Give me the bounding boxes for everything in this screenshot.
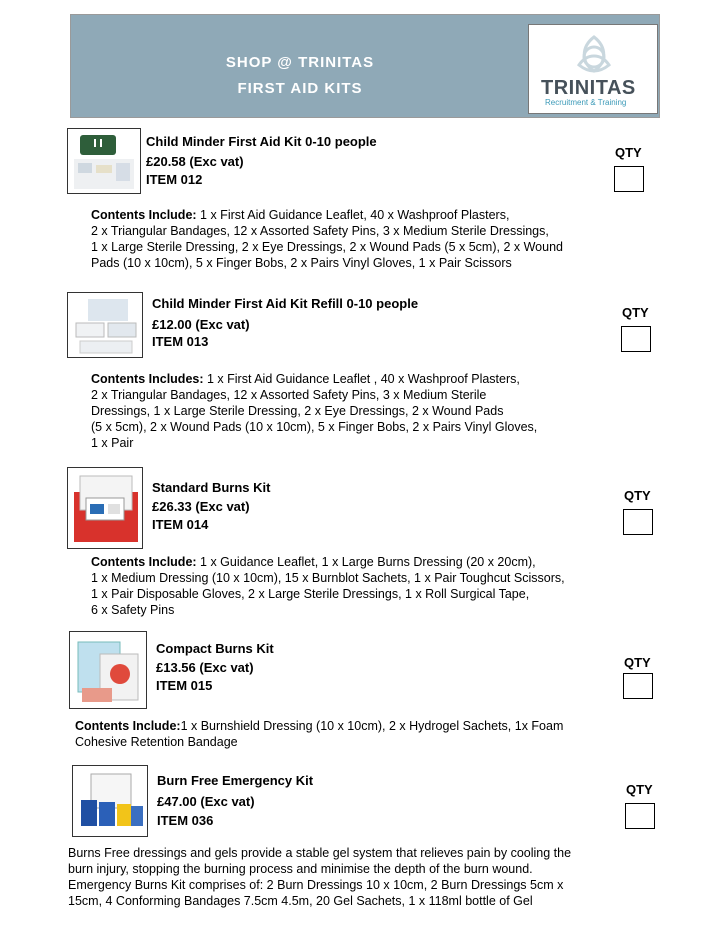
logo-tagline: Recruitment & Training <box>545 98 627 107</box>
logo-wordmark: TRINITAS <box>541 77 636 99</box>
product-item-code: ITEM 015 <box>156 678 213 693</box>
qty-label: QTY <box>622 305 649 320</box>
qty-label: QTY <box>624 488 651 503</box>
product-name: Standard Burns Kit <box>152 480 271 495</box>
product-item-code: ITEM 014 <box>152 517 209 532</box>
contents-line: 1 x First Aid Guidance Leaflet , 40 x Washproof Plasters, <box>203 372 520 386</box>
contents-line: Cohesive Retention Bandage <box>75 735 238 749</box>
contents-line: 1 x Large Sterile Dressing, 2 x Eye Dressings, 2 x Wound Pads (5 x 5cm), 2 x Wound <box>91 240 563 254</box>
qty-label: QTY <box>624 655 651 670</box>
contents-line: 1 x Medium Dressing (10 x 10cm), 15 x Burnblot Sachets, 1 x Pair Toughcut Scissors, <box>91 571 565 585</box>
trinitas-logo <box>528 24 658 114</box>
product-image <box>72 765 148 837</box>
contents-line: 2 x Triangular Bandages, 12 x Assorted Safety Pins, 3 x Medium Sterile <box>91 388 487 402</box>
product-name: Child Minder First Aid Kit 0-10 people <box>146 134 377 149</box>
product-contents <box>91 371 537 451</box>
product-price: £47.00 (Exc vat) <box>157 794 255 809</box>
contents-line: Burns Free dressings and gels provide a stable gel system that relieves pain by cooling the <box>68 846 572 860</box>
contents-line: 1 x Pair Disposable Gloves, 2 x Large Sterile Dressings, 1 x Roll Surgical Tape, <box>91 587 530 601</box>
product-image <box>67 292 143 358</box>
contents-line: 1 x Pair <box>91 436 134 450</box>
page-title: SHOP @ TRINITAS <box>225 54 375 71</box>
qty-input[interactable] <box>625 803 655 829</box>
product-item-code: ITEM 012 <box>146 172 203 187</box>
product-name: Burn Free Emergency Kit <box>157 773 314 788</box>
contents-label: Contents Include: <box>91 555 197 569</box>
product-price: £13.56 (Exc vat) <box>156 660 254 675</box>
contents-line: 1 x Guidance Leaflet, 1 x Large Burns Dressing (20 x 20cm), <box>196 555 536 569</box>
product-image <box>69 631 147 709</box>
page-subtitle: FIRST AID KITS <box>237 80 363 97</box>
contents-line: Emergency Burns Kit comprises of: 2 Burn Dressings 10 x 10cm, 2 Burn Dressings 5cm x <box>68 878 564 892</box>
product-image <box>67 128 141 194</box>
product-item-code: ITEM 013 <box>152 334 209 349</box>
contents-line: 15cm, 4 Conforming Bandages 7.5cm 4.5m, 20 Gel Sachets, 1 x 118ml bottle of Gel <box>68 894 533 908</box>
contents-line: 2 x Triangular Bandages, 12 x Assorted Safety Pins, 3 x Medium Sterile Dressings, <box>91 224 549 238</box>
contents-line: (5 x 5cm), 2 x Wound Pads (10 x 10cm), 5 x Finger Bobs, 2 x Pairs Vinyl Gloves, <box>91 420 538 434</box>
product-price: £26.33 (Exc vat) <box>152 499 250 514</box>
contents-line: 1 x Burnshield Dressing (10 x 10cm), 2 x Hydrogel Sachets, 1x Foam <box>180 719 564 733</box>
product-contents <box>91 554 565 618</box>
product-contents <box>91 207 563 271</box>
contents-label: Contents Include: <box>75 719 181 733</box>
contents-label: Contents Include: <box>91 208 197 222</box>
contents-line: 6 x Safety Pins <box>91 603 175 617</box>
qty-input[interactable] <box>614 166 644 192</box>
product-contents <box>75 718 563 750</box>
qty-label: QTY <box>615 145 642 160</box>
qty-label: QTY <box>626 782 653 797</box>
qty-input[interactable] <box>623 509 653 535</box>
product-image <box>67 467 143 549</box>
contents-line: 1 x First Aid Guidance Leaflet, 40 x Washproof Plasters, <box>196 208 510 222</box>
product-price: £20.58 (Exc vat) <box>146 154 244 169</box>
contents-line: burn injury, stopping the burning process and minimise the depth of the burn wound. <box>68 862 533 876</box>
product-item-code: ITEM 036 <box>157 813 214 828</box>
product-name: Child Minder First Aid Kit Refill 0-10 people <box>152 296 419 311</box>
contents-line: Pads (10 x 10cm), 5 x Finger Bobs, 2 x Pairs Vinyl Gloves, 1 x Pair Scissors <box>91 256 512 270</box>
qty-input[interactable] <box>621 326 651 352</box>
contents-label: Contents Includes: <box>91 372 204 386</box>
qty-input[interactable] <box>623 673 653 699</box>
trinity-knot-icon <box>529 25 659 85</box>
product-price: £12.00 (Exc vat) <box>152 317 250 332</box>
product-name: Compact Burns Kit <box>156 641 274 656</box>
product-contents <box>68 845 571 909</box>
contents-line: Dressings, 1 x Large Sterile Dressing, 2 x Eye Dressings, 2 x Wound Pads <box>91 404 504 418</box>
